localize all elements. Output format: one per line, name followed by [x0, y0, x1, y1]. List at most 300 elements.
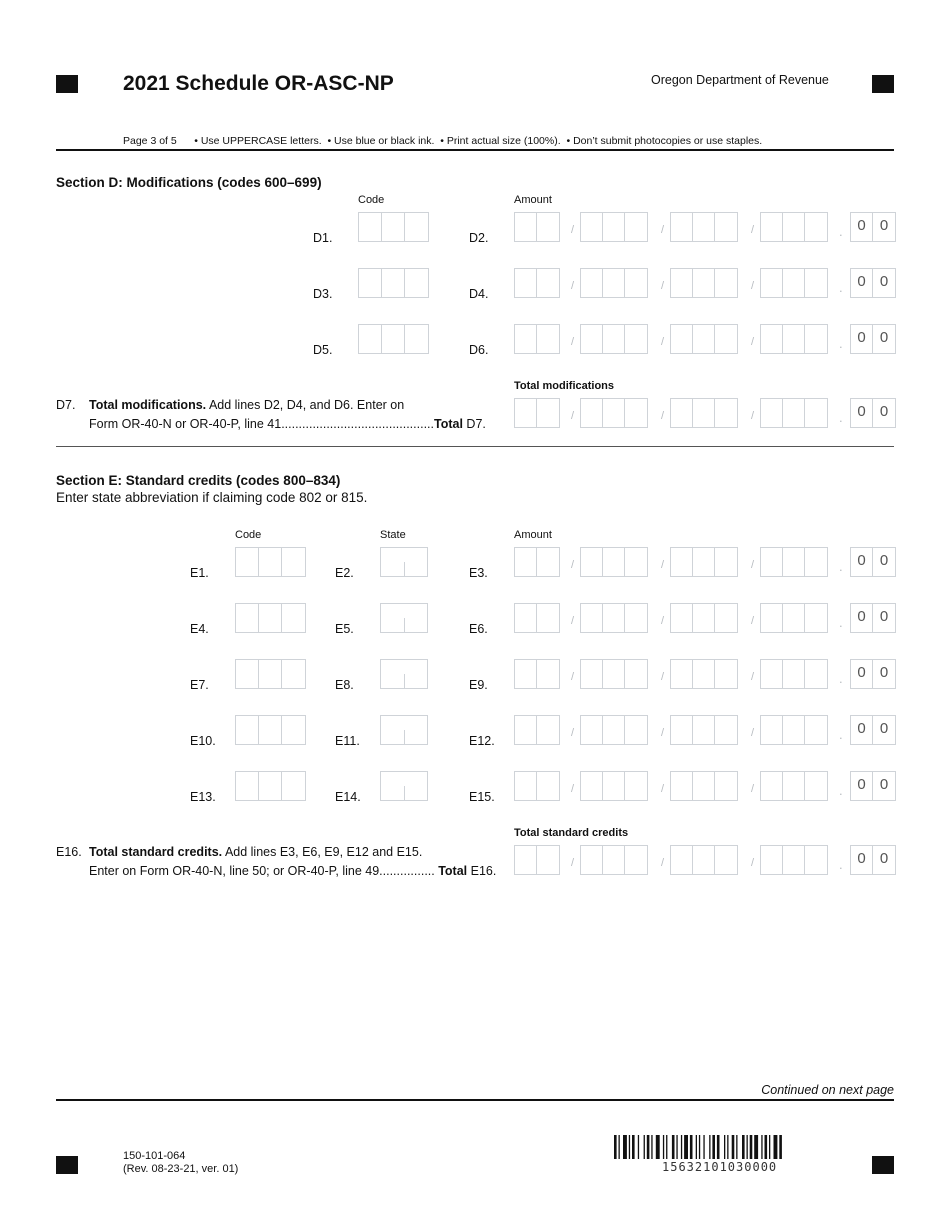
line-e2-state-divider	[404, 562, 405, 576]
line-d3-code-field[interactable]	[358, 268, 429, 298]
line-e6-amount-digit-cell[interactable]	[537, 604, 559, 632]
line-d6-amount-cents-digit[interactable]: 0	[879, 329, 889, 346]
line-e9-amount-digit-cell[interactable]	[693, 660, 715, 688]
line-d7-amount-digit-cell[interactable]	[625, 399, 647, 427]
section-d-amount-label: Amount	[514, 194, 552, 206]
total-standard-credits-amount-field[interactable]	[514, 845, 896, 875]
section-d-code-label: Code	[358, 194, 385, 206]
line-e15-amount-thousands-separator: /	[571, 783, 575, 795]
line-d2-amount-digit-group-4[interactable]	[760, 212, 828, 242]
barcode-bar	[656, 1135, 660, 1159]
line-e6-amount-digit-group-4[interactable]	[760, 603, 828, 633]
line-e6-amount-digit-cell[interactable]	[625, 604, 647, 632]
line-e6-amount-digit-cell[interactable]	[783, 604, 805, 632]
form-title: 2021 Schedule OR-ASC-NP	[123, 72, 394, 95]
line-d6-amount-thousands-separator: /	[661, 336, 665, 348]
barcode-bar	[750, 1135, 753, 1159]
line-e9-amount-decimal-point: .	[839, 671, 843, 686]
line-e16-amount-cents-digit[interactable]: 0	[879, 850, 889, 867]
section-d-rule	[56, 446, 894, 447]
line-e10-code-field[interactable]	[235, 715, 306, 745]
line-e12-amount-digit-cell[interactable]	[603, 716, 625, 744]
line-d4-amount-cents-digit[interactable]: 0	[879, 273, 889, 290]
line-d7-amount-cents-digit[interactable]: 0	[879, 403, 889, 420]
line-e12-amount-digit-cell[interactable]	[671, 716, 693, 744]
line-d4-amount-digit-cell[interactable]	[515, 269, 537, 297]
registration-mark-top-left	[56, 75, 78, 93]
line-e16-amount-digit-cell[interactable]	[761, 846, 783, 874]
form-number-block	[123, 1150, 238, 1176]
line-d7-amount-digit-cell[interactable]	[783, 399, 805, 427]
line-d6-amount-digit-cell[interactable]	[603, 325, 625, 353]
line-d6-amount-digit-cell[interactable]	[671, 325, 693, 353]
line-e1-code-field-cell[interactable]	[282, 548, 305, 576]
line-e6-amount-digit-cell[interactable]	[581, 604, 603, 632]
line-e3-amount-digit-cell[interactable]	[537, 548, 559, 576]
line-e12-amount-digit-group-3[interactable]	[670, 715, 738, 745]
line-e6-amount-digit-group-1[interactable]	[514, 603, 560, 633]
line-e6-amount-digit-cell[interactable]	[761, 604, 783, 632]
line-d6-amount-digit-cell[interactable]	[581, 325, 603, 353]
line-e6-amount-digit-cell[interactable]	[515, 604, 537, 632]
barcode-bar	[703, 1135, 704, 1159]
line-d4-amount-thousands-separator: /	[751, 280, 755, 292]
line-d6-amount-digit-cell[interactable]	[693, 325, 715, 353]
line-e16-bold: Total standard credits.	[89, 845, 223, 859]
line-d4-amount-digit-cell[interactable]	[805, 269, 827, 297]
line-d2-amount-digit-cell[interactable]	[625, 213, 647, 241]
line-e4-label: E4.	[190, 622, 209, 636]
line-e3-amount-digit-cell[interactable]	[603, 548, 625, 576]
line-e3-amount-digit-cell[interactable]	[693, 548, 715, 576]
line-e12-amount-digit-cell[interactable]	[715, 716, 737, 744]
line-e6-amount-field[interactable]	[514, 603, 896, 633]
line-e15-amount-field[interactable]	[514, 771, 896, 801]
line-e4-code-field-cell[interactable]	[259, 604, 282, 632]
line-d7-amount-digit-cell[interactable]	[671, 399, 693, 427]
line-e16-amount-digit-group-1[interactable]	[514, 845, 560, 875]
line-d2-amount-digit-cell[interactable]	[671, 213, 693, 241]
barcode-bar	[672, 1135, 675, 1159]
line-e10-code-field-cell[interactable]	[282, 716, 305, 744]
line-d7-total-line: D7.	[466, 417, 486, 431]
line-e10-code-field-cell[interactable]	[236, 716, 259, 744]
line-e12-amount-cents-boxes[interactable]	[850, 715, 896, 745]
barcode-bar	[619, 1135, 620, 1159]
line-d6-amount-digit-cell[interactable]	[761, 325, 783, 353]
line-e3-amount-digit-cell[interactable]	[515, 548, 537, 576]
line-e9-amount-digit-cell[interactable]	[537, 660, 559, 688]
line-d7-amount-cents-boxes[interactable]	[850, 398, 896, 428]
line-e13-code-field-cell[interactable]	[282, 772, 305, 800]
line-e9-amount-digit-cell[interactable]	[581, 660, 603, 688]
line-d2-amount-digit-cell[interactable]	[581, 213, 603, 241]
line-e3-label: E3.	[469, 566, 488, 580]
barcode	[614, 1135, 826, 1159]
line-e9-amount-thousands-separator: /	[571, 671, 575, 683]
line-e9-amount-digit-cell[interactable]	[783, 660, 805, 688]
line-d3-code-field-cell[interactable]	[405, 269, 428, 297]
total-modifications-amount-field[interactable]	[514, 398, 896, 428]
line-e9-amount-digit-group-3[interactable]	[670, 659, 738, 689]
line-e9-amount-digit-group-1[interactable]	[514, 659, 560, 689]
line-e16-amount-digit-cell[interactable]	[693, 846, 715, 874]
line-d2-amount-field[interactable]	[514, 212, 896, 242]
line-d2-amount-digit-cell[interactable]	[783, 213, 805, 241]
line-e2-state-field[interactable]	[380, 547, 428, 577]
line-d2-amount-digit-cell[interactable]	[537, 213, 559, 241]
barcode-bar	[727, 1135, 728, 1159]
line-e15-amount-digit-cell[interactable]	[671, 772, 693, 800]
line-d6-amount-digit-cell[interactable]	[537, 325, 559, 353]
line-d2-amount-digit-group-1[interactable]	[514, 212, 560, 242]
line-d5-code-field[interactable]	[358, 324, 429, 354]
line-e3-amount-digit-cell[interactable]	[805, 548, 827, 576]
line-e3-amount-thousands-separator: /	[571, 559, 575, 571]
line-d6-amount-digit-group-2[interactable]	[580, 324, 648, 354]
line-d7-amount-digit-cell[interactable]	[715, 399, 737, 427]
line-e15-amount-digit-group-3[interactable]	[670, 771, 738, 801]
line-d1-code-field-cell[interactable]	[382, 213, 405, 241]
line-e13-code-field[interactable]	[235, 771, 306, 801]
line-e15-amount-digit-cell[interactable]	[515, 772, 537, 800]
line-e3-amount-digit-cell[interactable]	[671, 548, 693, 576]
section-e-amount-label: Amount	[514, 529, 552, 541]
line-e12-amount-digit-group-2[interactable]	[580, 715, 648, 745]
line-d7-amount-digit-cell[interactable]	[603, 399, 625, 427]
line-e16-amount-digit-cell[interactable]	[625, 846, 647, 874]
line-e12-amount-digit-group-1[interactable]	[514, 715, 560, 745]
line-e9-amount-field[interactable]	[514, 659, 896, 689]
line-d2-amount-thousands-separator: /	[571, 224, 575, 236]
line-d4-amount-cents-digit[interactable]: 0	[851, 269, 873, 297]
line-e6-amount-digit-group-2[interactable]	[580, 603, 648, 633]
line-e3-amount-digit-group-4[interactable]	[760, 547, 828, 577]
barcode-bar	[765, 1135, 768, 1159]
line-d2-amount-cents-digit[interactable]: 0	[879, 217, 889, 234]
line-e9-amount-cents-boxes[interactable]	[850, 659, 896, 689]
line-e13-code-field-cell[interactable]	[259, 772, 282, 800]
line-d6-amount-digit-group-1[interactable]	[514, 324, 560, 354]
line-d7-amount-digit-cell[interactable]	[693, 399, 715, 427]
line-d2-amount-digit-group-2[interactable]	[580, 212, 648, 242]
line-e6-label: E6.	[469, 622, 488, 636]
line-d4-amount-digit-cell[interactable]	[715, 269, 737, 297]
line-e7-code-field-cell[interactable]	[282, 660, 305, 688]
line-d2-amount-digit-cell[interactable]	[715, 213, 737, 241]
line-d2-amount-cents-digit[interactable]: 0	[851, 213, 873, 241]
line-e12-amount-cents-digit[interactable]: 0	[851, 716, 873, 744]
total-modifications-field-label: Total modifications	[514, 380, 615, 392]
line-d7-amount-digit-group-4[interactable]	[760, 398, 828, 428]
line-e3-amount-thousands-separator: /	[661, 559, 665, 571]
line-d4-amount-digit-cell[interactable]	[761, 269, 783, 297]
line-d2-amount-digit-cell[interactable]	[761, 213, 783, 241]
line-d5-code-field-cell[interactable]	[359, 325, 382, 353]
line-e3-amount-cents-digit[interactable]: 0	[851, 548, 873, 576]
line-e16-amount-digit-cell[interactable]	[537, 846, 559, 874]
line-e16-amount-digit-cell[interactable]	[581, 846, 603, 874]
line-e3-amount-digit-group-2[interactable]	[580, 547, 648, 577]
line-d1-code-field-cell[interactable]	[359, 213, 382, 241]
section-e-title: Section E: Standard credits (codes 800–834)	[56, 473, 341, 488]
line-e16-amount-digit-cell[interactable]	[603, 846, 625, 874]
line-e1-code-field-cell[interactable]	[236, 548, 259, 576]
line-d6-amount-digit-cell[interactable]	[783, 325, 805, 353]
line-e9-amount-digit-group-2[interactable]	[580, 659, 648, 689]
line-d4-amount-digit-cell[interactable]	[671, 269, 693, 297]
line-d2-amount-thousands-separator: /	[661, 224, 665, 236]
barcode-bar	[623, 1135, 627, 1159]
line-d1-code-field-cell[interactable]	[405, 213, 428, 241]
line-e12-amount-thousands-separator: /	[751, 727, 755, 739]
line-e7-code-field-cell[interactable]	[259, 660, 282, 688]
line-e6-amount-digit-group-3[interactable]	[670, 603, 738, 633]
line-e11-label: E11.	[335, 734, 360, 748]
line-d7-amount-digit-cell[interactable]	[761, 399, 783, 427]
line-e16-amount-decimal-point: .	[839, 857, 843, 872]
line-e15-amount-digit-cell[interactable]	[603, 772, 625, 800]
line-e6-amount-thousands-separator: /	[571, 615, 575, 627]
line-e11-state-field[interactable]	[380, 715, 428, 745]
line-d6-amount-digit-cell[interactable]	[515, 325, 537, 353]
line-e5-label: E5.	[335, 622, 354, 636]
line-e3-amount-digit-cell[interactable]	[625, 548, 647, 576]
line-d7-amount-thousands-separator: /	[751, 410, 755, 422]
line-e9-amount-digit-cell[interactable]	[625, 660, 647, 688]
line-e4-code-field[interactable]	[235, 603, 306, 633]
form-revision: (Rev. 08-23-21, ver. 01)	[123, 1163, 239, 1175]
line-e9-amount-digit-cell[interactable]	[515, 660, 537, 688]
line-e16-amount-digit-group-3[interactable]	[670, 845, 738, 875]
line-d7-amount-cents-digit[interactable]: 0	[851, 399, 873, 427]
line-e12-amount-digit-cell[interactable]	[537, 716, 559, 744]
line-d5-code-field-cell[interactable]	[405, 325, 428, 353]
line-e15-amount-cents-digit[interactable]: 0	[851, 772, 873, 800]
line-e7-code-field-cell[interactable]	[236, 660, 259, 688]
line-e16-amount-digit-cell[interactable]	[783, 846, 805, 874]
line-d6-amount-digit-cell[interactable]	[715, 325, 737, 353]
line-e14-state-field[interactable]	[380, 771, 428, 801]
line-d3-code-field-cell[interactable]	[359, 269, 382, 297]
line-d7-amount-digit-cell[interactable]	[515, 399, 537, 427]
line-d4-amount-digit-cell[interactable]	[625, 269, 647, 297]
line-e3-amount-digit-group-1[interactable]	[514, 547, 560, 577]
line-e12-amount-thousands-separator: /	[661, 727, 665, 739]
line-d2-amount-digit-cell[interactable]	[603, 213, 625, 241]
line-e16-text1: Add lines E3, E6, E9, E12 and E15.	[224, 845, 423, 859]
line-d2-amount-digit-cell[interactable]	[805, 213, 827, 241]
line-e15-amount-cents-boxes[interactable]	[850, 771, 896, 801]
line-d7-amount-digit-group-2[interactable]	[580, 398, 648, 428]
line-d7-description	[89, 396, 489, 434]
barcode-bar	[681, 1135, 682, 1159]
line-e6-amount-cents-boxes[interactable]	[850, 603, 896, 633]
line-e15-amount-digit-cell[interactable]	[805, 772, 827, 800]
line-e12-amount-digit-cell[interactable]	[783, 716, 805, 744]
registration-mark-bottom-left	[56, 1156, 78, 1174]
instructions: • Use UPPERCASE letters. • Use blue or black ink. • Print actual size (100%). • Don’t submit photocopies or use staples.	[194, 135, 763, 147]
line-e3-amount-digit-cell[interactable]	[581, 548, 603, 576]
line-e16-description	[89, 843, 499, 881]
line-d6-amount-field[interactable]	[514, 324, 896, 354]
line-d6-amount-digit-group-4[interactable]	[760, 324, 828, 354]
line-e3-amount-field[interactable]	[514, 547, 896, 577]
line-e15-amount-digit-cell[interactable]	[693, 772, 715, 800]
line-e16-amount-digit-cell[interactable]	[515, 846, 537, 874]
line-e9-amount-digit-cell[interactable]	[603, 660, 625, 688]
line-e9-amount-digit-group-4[interactable]	[760, 659, 828, 689]
line-e6-amount-digit-cell[interactable]	[805, 604, 827, 632]
line-e15-amount-digit-cell[interactable]	[537, 772, 559, 800]
line-e3-amount-digit-cell[interactable]	[783, 548, 805, 576]
line-d7-amount-digit-group-3[interactable]	[670, 398, 738, 428]
line-d6-amount-digit-group-3[interactable]	[670, 324, 738, 354]
line-e12-amount-digit-cell[interactable]	[581, 716, 603, 744]
line-d7-number: D7.	[56, 398, 76, 412]
line-e6-amount-decimal-point: .	[839, 615, 843, 630]
line-e8-state-field[interactable]	[380, 659, 428, 689]
line-e12-amount-digit-group-4[interactable]	[760, 715, 828, 745]
line-d7-amount-digit-cell[interactable]	[537, 399, 559, 427]
line-e3-amount-thousands-separator: /	[751, 559, 755, 571]
line-d7-amount-digit-cell[interactable]	[581, 399, 603, 427]
line-e3-amount-cents-digit[interactable]: 0	[879, 552, 889, 569]
line-d2-amount-digit-group-3[interactable]	[670, 212, 738, 242]
line-e16-amount-cents-digit[interactable]: 0	[851, 846, 873, 874]
line-d5-label: D5.	[313, 343, 333, 357]
barcode-bar	[666, 1135, 667, 1159]
line-e9-amount-digit-cell[interactable]	[715, 660, 737, 688]
line-e6-amount-digit-cell[interactable]	[693, 604, 715, 632]
line-d6-amount-digit-cell[interactable]	[625, 325, 647, 353]
line-d3-code-field-cell[interactable]	[382, 269, 405, 297]
line-e15-amount-digit-group-2[interactable]	[580, 771, 648, 801]
line-d4-amount-digit-cell[interactable]	[603, 269, 625, 297]
line-d4-amount-digit-group-4[interactable]	[760, 268, 828, 298]
line-e15-amount-digit-cell[interactable]	[715, 772, 737, 800]
line-e6-amount-cents-digit[interactable]: 0	[851, 604, 873, 632]
line-e15-amount-digit-cell[interactable]	[625, 772, 647, 800]
line-e12-amount-digit-cell[interactable]	[805, 716, 827, 744]
line-e9-amount-digit-cell[interactable]	[671, 660, 693, 688]
line-e6-amount-thousands-separator: /	[751, 615, 755, 627]
line-e6-amount-digit-cell[interactable]	[671, 604, 693, 632]
line-e16-amount-digit-cell[interactable]	[715, 846, 737, 874]
line-e16-amount-digit-group-2[interactable]	[580, 845, 648, 875]
barcode-bar	[651, 1135, 652, 1159]
line-e15-amount-cents-digit[interactable]: 0	[879, 776, 889, 793]
line-d6-amount-cents-boxes[interactable]	[850, 324, 896, 354]
line-e1-label: E1.	[190, 566, 209, 580]
line-e3-amount-cents-boxes[interactable]	[850, 547, 896, 577]
barcode-bar	[684, 1135, 688, 1159]
line-e3-amount-digit-cell[interactable]	[761, 548, 783, 576]
barcode-bar	[774, 1135, 778, 1159]
line-e16-total-line: E16.	[470, 864, 497, 878]
line-e3-amount-digit-cell[interactable]	[715, 548, 737, 576]
line-e12-amount-digit-cell[interactable]	[625, 716, 647, 744]
line-e10-code-field-cell[interactable]	[259, 716, 282, 744]
line-e9-amount-cents-digit[interactable]: 0	[879, 664, 889, 681]
page-instructions-line	[123, 135, 762, 147]
line-e15-amount-thousands-separator: /	[661, 783, 665, 795]
line-d4-amount-digit-group-2[interactable]	[580, 268, 648, 298]
line-e1-code-field[interactable]	[235, 547, 306, 577]
line-e16-amount-digit-cell[interactable]	[671, 846, 693, 874]
line-d2-amount-digit-cell[interactable]	[693, 213, 715, 241]
barcode-bar	[717, 1135, 720, 1159]
line-e16-amount-cents-boxes[interactable]	[850, 845, 896, 875]
line-e16-amount-digit-group-4[interactable]	[760, 845, 828, 875]
line-e12-amount-digit-cell[interactable]	[515, 716, 537, 744]
barcode-bar	[736, 1135, 737, 1159]
line-e15-amount-decimal-point: .	[839, 783, 843, 798]
line-e6-amount-cents-digit[interactable]: 0	[879, 608, 889, 625]
line-e9-amount-digit-cell[interactable]	[761, 660, 783, 688]
line-e16-amount-digit-cell[interactable]	[805, 846, 827, 874]
line-d4-amount-field[interactable]	[514, 268, 896, 298]
line-d5-code-field-cell[interactable]	[382, 325, 405, 353]
line-e13-code-field-cell[interactable]	[236, 772, 259, 800]
line-e12-label: E12.	[469, 734, 495, 748]
line-e15-amount-digit-group-1[interactable]	[514, 771, 560, 801]
line-e15-amount-digit-group-4[interactable]	[760, 771, 828, 801]
line-e12-amount-cents-digit[interactable]: 0	[879, 720, 889, 737]
line-e16-text2: Enter on Form OR-40-N, line 50; or OR-40-P, line 49................	[89, 864, 435, 878]
line-d4-amount-digit-cell[interactable]	[581, 269, 603, 297]
line-e7-code-field[interactable]	[235, 659, 306, 689]
line-d1-code-field[interactable]	[358, 212, 429, 242]
line-d4-amount-cents-boxes[interactable]	[850, 268, 896, 298]
line-e15-amount-digit-cell[interactable]	[761, 772, 783, 800]
line-d4-amount-digit-group-3[interactable]	[670, 268, 738, 298]
line-e9-amount-digit-cell[interactable]	[805, 660, 827, 688]
line-e13-label: E13.	[190, 790, 216, 804]
line-d7-amount-digit-cell[interactable]	[805, 399, 827, 427]
line-e4-code-field-cell[interactable]	[282, 604, 305, 632]
line-e15-amount-digit-cell[interactable]	[783, 772, 805, 800]
line-d7-bold: Total modifications.	[89, 398, 207, 412]
line-d2-amount-cents-boxes[interactable]	[850, 212, 896, 242]
line-e16-number: E16.	[56, 845, 82, 859]
line-e12-amount-digit-cell[interactable]	[693, 716, 715, 744]
line-e6-amount-digit-cell[interactable]	[603, 604, 625, 632]
line-e4-code-field-cell[interactable]	[236, 604, 259, 632]
line-e12-amount-field[interactable]	[514, 715, 896, 745]
line-e3-amount-digit-group-3[interactable]	[670, 547, 738, 577]
line-e12-amount-digit-cell[interactable]	[761, 716, 783, 744]
line-d4-amount-digit-cell[interactable]	[783, 269, 805, 297]
line-e9-amount-cents-digit[interactable]: 0	[851, 660, 873, 688]
line-d6-amount-cents-digit[interactable]: 0	[851, 325, 873, 353]
line-e16-total-label: Total	[438, 864, 468, 878]
line-d4-amount-digit-cell[interactable]	[537, 269, 559, 297]
line-d4-amount-digit-group-1[interactable]	[514, 268, 560, 298]
line-d2-amount-digit-cell[interactable]	[515, 213, 537, 241]
line-e11-state-divider	[404, 730, 405, 744]
line-e1-code-field-cell[interactable]	[259, 548, 282, 576]
section-e-subtitle: Enter state abbreviation if claiming code 802 or 815.	[56, 490, 368, 505]
line-d7-amount-digit-group-1[interactable]	[514, 398, 560, 428]
line-e6-amount-digit-cell[interactable]	[715, 604, 737, 632]
line-d6-amount-digit-cell[interactable]	[805, 325, 827, 353]
line-e15-amount-digit-cell[interactable]	[581, 772, 603, 800]
line-d7-amount-thousands-separator: /	[571, 410, 575, 422]
line-d4-amount-digit-cell[interactable]	[693, 269, 715, 297]
barcode-bar	[644, 1135, 645, 1159]
line-e5-state-field[interactable]	[380, 603, 428, 633]
